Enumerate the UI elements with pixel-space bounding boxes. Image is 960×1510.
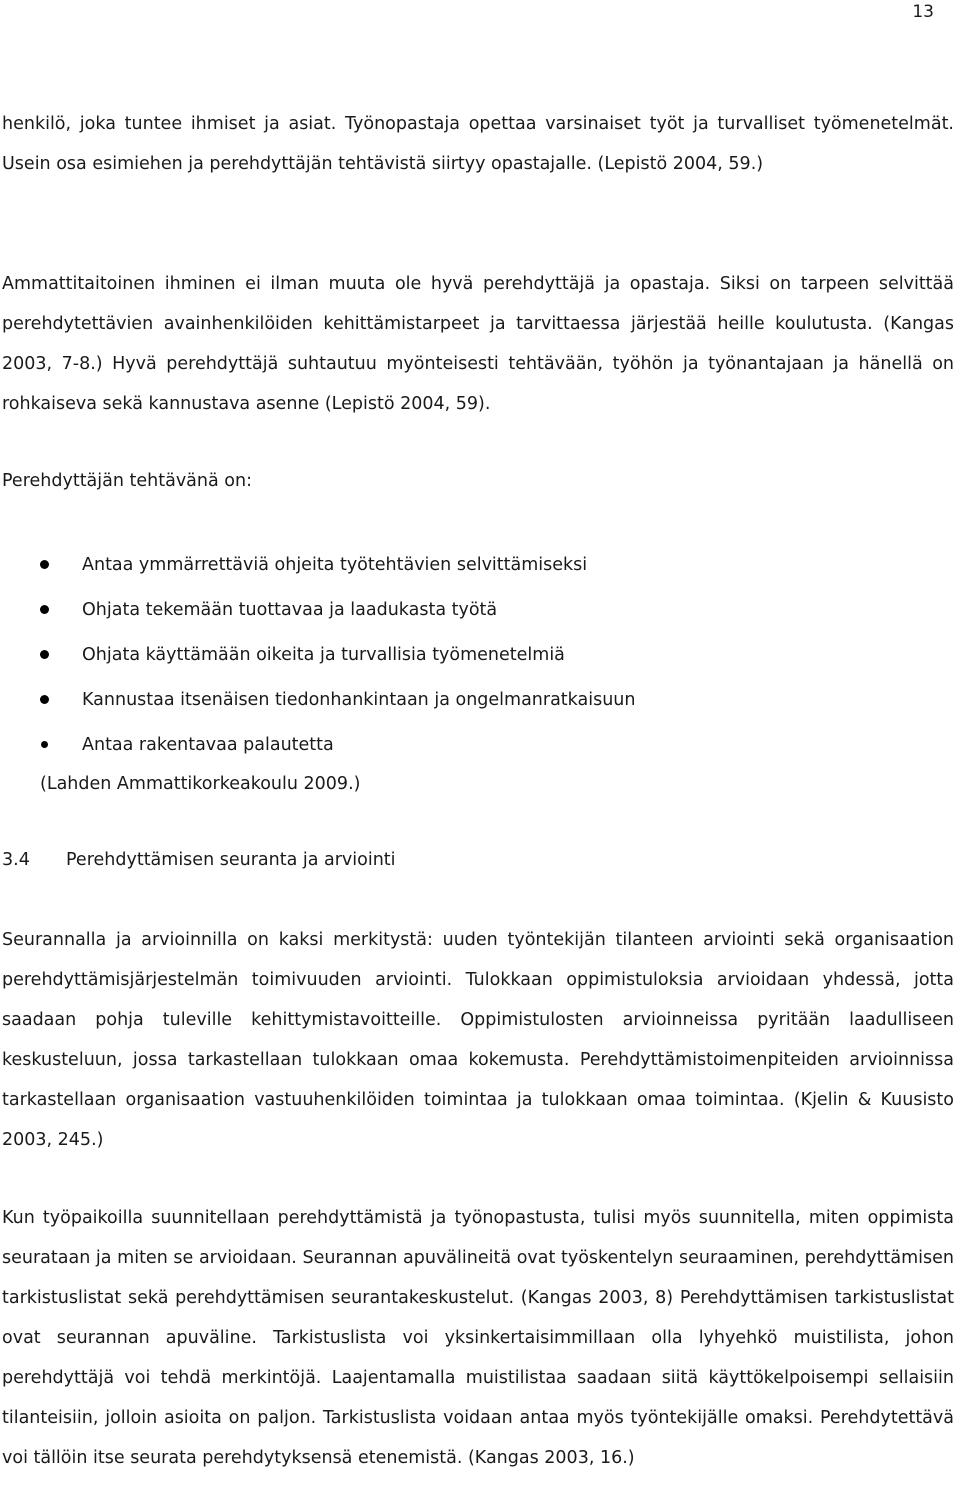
task-bullet-list: [40, 546, 635, 771]
paragraph-hyva-perehdyttaja: Ammattitaitoinen ihminen ei ilman muuta ole hyvä perehdyttäjä ja opastaja. Siksi on tarpeen selvittää perehdytettävien avainhenkilöiden kehittämistarpeet ja tarvittaessa järjestää heille koulutusta. (Kangas 2003, 7-8.) Hyvä perehdyttäjä suhtautuu myönteisesti tehtävään, työhön ja työnantajaan ja hänellä on rohkaiseva sekä kannustava asenne (Lepistö 2004, 59).: [2, 274, 954, 414]
paragraph-opastaja: henkilö, joka tuntee ihmiset ja asiat. Työnopastaja opettaa varsinaiset työt ja turvalliset työmenetelmät. Usein osa esimiehen ja perehdyttäjän tehtävistä siirtyy opastajalle. (Lepistö 2004, 59.): [2, 114, 954, 174]
bullet-icon: [40, 605, 49, 614]
section-heading: [2, 842, 396, 878]
list-item: [40, 546, 635, 591]
list-item: [40, 591, 635, 636]
list-item: [40, 726, 635, 771]
section-number: 3.4: [2, 850, 30, 870]
paragraph-seuranta: Seurannalla ja arvioinnilla on kaksi merkitystä: uuden työntekijän tilanteen arviointi sekä organisaation perehdyttämisjärjestelmän toimivuuden arviointi. Tulokkaan oppimistuloksia arvioidaan yhdessä, jotta saadaan pohja tuleville kehittymistavoitteille. Oppimistulosten arvioinneissa pyritään laadulliseen keskusteluun, jossa tarkastellaan tulokkaan omaa kokemusta. Perehdyttämistoimenpiteiden arvioinnissa tarkastellaan organisaation vastuuhenkilöiden toimintaa ja tulokkaan omaa toimintaa. (Kjelin & Kuusisto 2003, 245.): [2, 930, 954, 1150]
list-item: [40, 681, 635, 726]
list-item: [40, 636, 635, 681]
list-item-text: Antaa ymmärrettäviä ohjeita työtehtävien selvittämiseksi: [82, 555, 588, 575]
page-number: 13: [912, 2, 934, 22]
list-item-text: Ohjata tekemään tuottavaa ja laadukasta työtä: [82, 600, 498, 620]
bullet-icon: [41, 741, 48, 748]
list-item-text: Antaa rakentavaa palautetta: [82, 735, 334, 755]
paragraph-tarkistuslistat: Kun työpaikoilla suunnitellaan perehdyttämistä ja työnopastusta, tulisi myös suunnitella, miten oppimista seurataan ja miten se arvioidaan. Seurannan apuvälineitä ovat työskentelyn seuraaminen, perehdyttämisen tarkistuslistat sekä perehdyttämisen seurantakeskustelut. (Kangas 2003, 8) Perehdyttämisen tarkistuslistat ovat seurannan apuväline. Tarkistuslista voi yksinkertaisimmillaan olla lyhyehkö muistilista, johon perehdyttäjä voi tehdä merkintöjä. Laajentamalla muistilistaa saadaan siitä käyttökelpoisempi sellaisiin tilanteisiin, jolloin asioita on paljon. Tarkistuslista voidaan antaa myös työntekijälle omaksi. Perehdytettävä voi tällöin itse seurata perehdytyksensä etenemistä. (Kangas 2003, 16.): [2, 1208, 954, 1468]
section-title: Perehdyttämisen seuranta ja arviointi: [66, 850, 396, 870]
bullet-list-citation: (Lahden Ammattikorkeakoulu 2009.): [40, 774, 361, 794]
list-item-text: Kannustaa itsenäisen tiedonhankintaan ja ongelmanratkaisuun: [82, 690, 636, 710]
paragraph-tehtavat-intro: Perehdyttäjän tehtävänä on:: [2, 471, 252, 491]
bullet-icon: [40, 695, 49, 704]
bullet-icon: [40, 560, 49, 569]
list-item-text: Ohjata käyttämään oikeita ja turvallisia työmenetelmiä: [82, 645, 565, 665]
bullet-icon: [40, 650, 49, 659]
